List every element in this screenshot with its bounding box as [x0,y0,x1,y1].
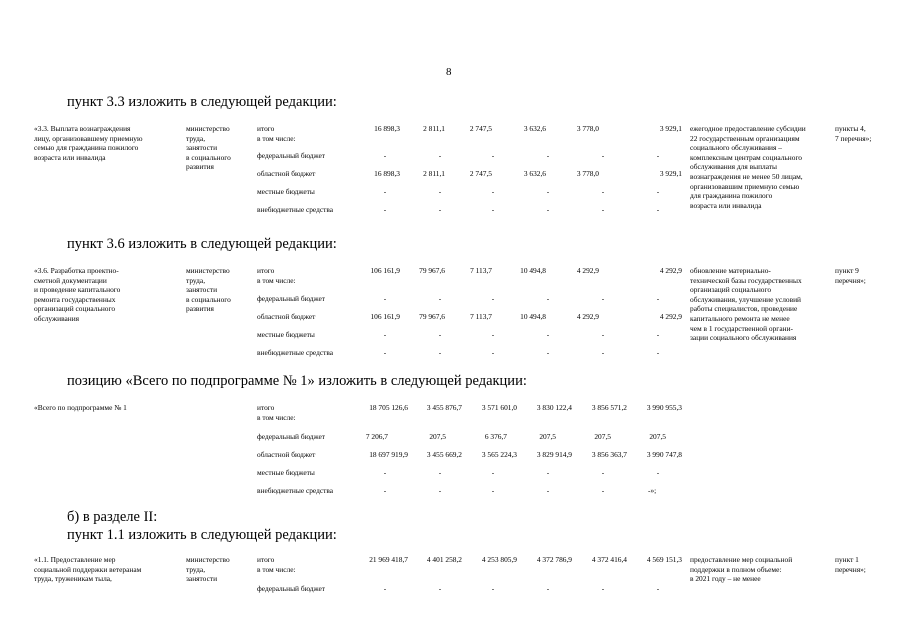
dash: - [546,151,550,160]
source-federal: федеральный бюджет [257,432,326,441]
dash: - [438,486,442,495]
value-regional: 2 811,1 [423,169,445,178]
dash: - [546,348,550,357]
dash: - [383,151,387,160]
value-regional: 106 161,9 [370,312,400,321]
value-regional: 3 632,6 [523,169,546,178]
value-total: 3 990 955,3 [646,403,682,412]
dash: - [438,187,442,196]
dash: - [491,584,495,593]
dash: - [656,294,660,303]
value-total: 4 569 151,3 [646,555,682,564]
dash: - [438,205,442,214]
dash: - [491,187,495,196]
value-total: 18 705 126,6 [369,403,408,412]
reference-cell: пункт 9 перечня»; [835,266,866,285]
source-regional: областной бюджет [257,450,316,459]
row-name: «3.3. Выплата вознаграждения лицу, организовавшему приемную семью для гражданина пожилого возраста или инвалида [34,124,143,162]
dash: - [601,584,605,593]
value-total: 3 455 876,7 [426,403,462,412]
value-regional: 3 990 747,8 [646,450,682,459]
heading-section-ii: б) в разделе II: [67,509,158,525]
dash: - [438,584,442,593]
source-federal: федеральный бюджет [257,151,326,160]
dash: - [656,468,660,477]
value-regional: 2 747,5 [469,169,492,178]
value-regional: 18 697 919,9 [369,450,408,459]
value-total: 4 292,9 [576,266,599,275]
heading-subprogram-total: позицию «Всего по подпрограмме № 1» изложить в следующей редакции: [67,373,527,389]
dash: - [656,205,660,214]
value-total: 21 969 418,7 [369,555,408,564]
executor-cell: министерство труда, занятости в социального развития [186,124,231,172]
dash: - [438,330,442,339]
value-regional: 3 929,1 [659,169,682,178]
value-total: 3 571 601,0 [481,403,517,412]
value-federal: 207,5 [594,432,611,441]
dash: - [601,348,605,357]
source-local: местные бюджеты [257,468,315,477]
source-extra: внебюджетные средства [257,348,334,357]
dash: - [438,348,442,357]
value-total: 2 811,1 [423,124,445,133]
source-total: итого в том числе: [257,124,296,143]
dash: - [383,584,387,593]
result-cell: ежегодное предоставление субсидии 22 государственным организациям социального обслуживания – комплексным центрам социального обслуживания для выплаты вознаграждения не менее 50 лицам, организовавшим приемную семью для гражданина пожилого возраста или инвалида [690,124,806,210]
value-federal: 6 376,7 [484,432,507,441]
value-federal: 7 206,7 [365,432,388,441]
reference-cell: пункт 1 перечня»; [835,555,866,574]
page-number: 8 [446,66,452,78]
value-regional: 4 292,9 [576,312,599,321]
value-total: 4 292,9 [659,266,682,275]
value-federal: 207,5 [429,432,446,441]
value-regional: 4 292,9 [659,312,682,321]
executor-cell: министерство труда, занятости в социального развития [186,266,231,314]
value-regional: 3 565 224,3 [481,450,517,459]
closing-quote: -»; [648,486,657,495]
dash: - [383,187,387,196]
value-total: 10 494,8 [520,266,546,275]
dash: - [491,348,495,357]
source-total: итого в том числе: [257,266,296,285]
dash: - [601,330,605,339]
source-extra: внебюджетные средства [257,205,334,214]
dash: - [546,486,550,495]
executor-cell: министерство труда, занятости [186,555,230,584]
source-federal: федеральный бюджет [257,584,326,593]
value-regional: 3 778,0 [576,169,599,178]
dash: - [546,187,550,196]
dash: - [438,294,442,303]
source-federal: федеральный бюджет [257,294,326,303]
source-regional: областной бюджет [257,169,316,178]
dash: - [491,330,495,339]
value-regional: 3 856 363,7 [591,450,627,459]
value-regional: 10 494,8 [520,312,546,321]
dash: - [546,468,550,477]
result-cell: предоставление мер социальной поддержки в полном объеме: в 2021 году – не менее [690,555,793,584]
dash: - [491,151,495,160]
value-total: 4 372 786,9 [536,555,572,564]
source-local: местные бюджеты [257,330,315,339]
reference-cell: пункты 4, 7 перечня»; [835,124,872,143]
source-total: итого в том числе: [257,403,296,422]
dash: - [383,205,387,214]
value-total: 3 632,6 [523,124,546,133]
row-name: «1.1. Предоставление мер социальной поддержки ветеранам труда, труженикам тыла, [34,555,142,584]
dash: - [491,294,495,303]
value-total: 3 856 571,2 [591,403,627,412]
dash: - [601,486,605,495]
dash: - [656,187,660,196]
row-name: «Всего по подпрограмме № 1 [34,403,127,412]
dash: - [601,187,605,196]
dash: - [546,584,550,593]
value-total: 2 747,5 [469,124,492,133]
dash: - [383,468,387,477]
value-total: 3 929,1 [659,124,682,133]
value-federal: 207,5 [539,432,556,441]
value-regional: 7 113,7 [470,312,492,321]
dash: - [656,348,660,357]
source-regional: областной бюджет [257,312,316,321]
value-total: 79 967,6 [419,266,445,275]
row-name: «3.6. Разработка проектно- сметной документации и проведение капитального ремонта государственных организаций социального обслуживания [34,266,121,323]
dash: - [383,330,387,339]
source-local: местные бюджеты [257,187,315,196]
dash: - [601,294,605,303]
dash: - [438,151,442,160]
dash: - [546,205,550,214]
dash: - [491,205,495,214]
dash: - [656,584,660,593]
dash: - [656,151,660,160]
heading-item-3-3: пункт 3.3 изложить в следующей редакции: [67,94,337,110]
dash: - [438,468,442,477]
value-federal: 207,5 [649,432,666,441]
value-regional: 3 455 669,2 [426,450,462,459]
dash: - [491,468,495,477]
heading-item-3-6: пункт 3.6 изложить в следующей редакции: [67,236,337,252]
value-total: 7 113,7 [470,266,492,275]
source-extra: внебюджетные средства [257,486,334,495]
value-total: 106 161,9 [370,266,400,275]
value-regional: 16 898,3 [374,169,400,178]
dash: - [546,294,550,303]
source-total: итого в том числе: [257,555,296,574]
value-total: 3 778,0 [576,124,599,133]
dash: - [601,468,605,477]
value-total: 3 830 122,4 [536,403,572,412]
value-total: 4 401 258,2 [426,555,462,564]
dash: - [656,330,660,339]
result-cell: обновление материально- технической базы государственных организаций социального обслуживания, улучшение условий работы специалистов, проведение капитального ремонта не менее чем в 1 государственной органи- зации социального обслуживания [690,266,802,343]
value-total: 4 372 416,4 [591,555,627,564]
value-total: 4 253 805,9 [481,555,517,564]
dash: - [383,348,387,357]
value-regional: 79 967,6 [419,312,445,321]
dash: - [491,486,495,495]
heading-item-1-1: пункт 1.1 изложить в следующей редакции: [67,527,337,543]
dash: - [601,205,605,214]
value-total: 16 898,3 [374,124,400,133]
dash: - [383,486,387,495]
dash: - [383,294,387,303]
dash: - [601,151,605,160]
value-regional: 3 829 914,9 [536,450,572,459]
dash: - [546,330,550,339]
